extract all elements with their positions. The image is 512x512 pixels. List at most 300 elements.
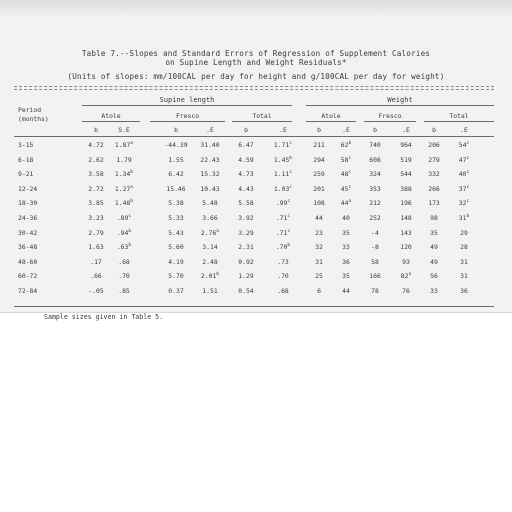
cell-value: 1.45 — [273, 155, 290, 164]
significance-marker: c — [128, 214, 132, 219]
table-cell — [115, 141, 133, 149]
cell-value: 31 — [460, 272, 468, 281]
cell-value: 6.47 — [238, 141, 254, 149]
table-cell — [460, 258, 468, 266]
cell-value: 120 — [400, 243, 412, 252]
cell-value: 201 — [313, 184, 325, 193]
cell-value: 44 — [340, 199, 349, 208]
cell-value: .70 — [275, 243, 288, 252]
column-header: .E — [279, 126, 287, 134]
table-cell — [200, 185, 219, 193]
table-cell — [400, 185, 412, 193]
cell-value: -.05 — [88, 287, 104, 295]
cell-value: 1.71 — [273, 141, 290, 149]
cell-value: 1.34 — [114, 170, 131, 179]
cell-value: 47 — [458, 155, 467, 164]
cell-value: 5.38 — [168, 199, 184, 208]
cell-value: 1.03 — [273, 184, 290, 193]
table-cell — [90, 258, 102, 266]
table-cell — [313, 185, 325, 193]
table-cell — [168, 243, 183, 251]
cell-value: 29 — [460, 228, 468, 237]
cell-value: 5.70 — [168, 272, 184, 281]
sub-rule — [424, 121, 494, 122]
cell-value: 1.11 — [273, 170, 290, 179]
table-cell — [238, 272, 253, 280]
table-cell — [369, 214, 381, 222]
table-cell — [88, 156, 103, 164]
cell-value: 4.43 — [238, 184, 254, 193]
table-cell — [342, 214, 350, 222]
significance-marker: c — [348, 155, 352, 161]
row-period: 30-42 — [18, 228, 38, 237]
table-cell — [202, 258, 217, 266]
cell-value: .63 — [116, 243, 129, 252]
cell-value: 6.42 — [168, 170, 184, 179]
cell-value: 259 — [313, 170, 325, 179]
significance-marker: b — [128, 228, 132, 234]
row-period: 72-84 — [18, 287, 38, 295]
table-cell — [342, 258, 350, 266]
table-cell — [371, 258, 379, 266]
cell-value: 6 — [317, 287, 321, 295]
cell-value: 4.73 — [238, 170, 254, 179]
page-top-shadow — [0, 0, 512, 18]
cell-value: .71 — [275, 214, 288, 222]
table-title-line1: Table 7.--Slopes and Standard Errors of Regression of Supplement Calories — [81, 49, 431, 58]
cell-value: 3.92 — [238, 214, 254, 222]
table-cell — [369, 272, 381, 280]
table-cell — [341, 185, 351, 193]
cell-value: 5.58 — [238, 199, 254, 208]
column-header: .E — [402, 126, 410, 134]
cell-value: 4.19 — [168, 257, 184, 266]
table-cell — [369, 156, 381, 164]
top-rule-2 — [14, 89, 494, 90]
cell-value: 0.92 — [238, 257, 254, 266]
table-cell — [202, 243, 217, 251]
cell-value: 37 — [458, 184, 467, 193]
table-cell — [400, 170, 412, 178]
table-cell — [202, 287, 217, 295]
table-cell — [400, 141, 412, 149]
cell-value: 324 — [369, 170, 381, 179]
significance-marker: a — [216, 228, 220, 234]
cell-value: 1.55 — [168, 155, 184, 164]
table-cell — [88, 243, 103, 251]
table-cell — [342, 229, 350, 237]
cell-value: -44.39 — [164, 141, 188, 149]
row-period: 12-24 — [18, 184, 38, 193]
column-header: b — [174, 126, 178, 134]
column-header: .E — [206, 126, 214, 134]
cell-value: 2.48 — [202, 257, 218, 266]
cell-value: 1.51 — [202, 287, 218, 295]
cell-value: 544 — [400, 170, 412, 179]
table-cell — [238, 185, 253, 193]
table-cell — [276, 243, 290, 251]
cell-value: 353 — [369, 184, 381, 193]
table-cell — [168, 287, 183, 295]
cell-value: -8 — [371, 243, 379, 252]
cell-value: 4.72 — [88, 141, 104, 149]
table-cell — [459, 141, 469, 149]
cell-value: 3.23 — [88, 214, 104, 222]
table-cell — [430, 272, 438, 280]
cell-value: 3.66 — [202, 214, 218, 222]
cell-value: 206 — [428, 141, 440, 149]
cell-value: 211 — [313, 141, 325, 149]
cell-value: 31 — [458, 214, 467, 222]
table-cell — [238, 141, 253, 149]
cell-value: 5.43 — [168, 228, 184, 237]
cell-value: 82 — [400, 272, 409, 281]
table-cell — [342, 272, 350, 280]
table-cell — [430, 229, 438, 237]
significance-marker: c — [287, 214, 291, 219]
table-cell — [341, 199, 351, 207]
row-period: 6-18 — [18, 155, 34, 164]
sub-header: Fresco — [175, 112, 200, 120]
cell-value: 2.01 — [200, 272, 217, 281]
cell-value: 44 — [315, 214, 323, 222]
significance-marker: a — [348, 199, 352, 205]
table-cell — [369, 170, 381, 178]
group-header-supine: Supine length — [159, 96, 215, 104]
table-cell — [460, 272, 468, 280]
cell-value: .68 — [118, 257, 130, 266]
table-cell — [460, 243, 468, 251]
cell-value: 2.72 — [88, 184, 104, 193]
table-cell — [459, 170, 469, 178]
table-cell — [400, 199, 412, 207]
table-cell — [369, 141, 381, 149]
bottom-rule — [14, 306, 494, 307]
cell-value: 98 — [430, 214, 438, 222]
table-cell — [313, 156, 325, 164]
cell-value: 2.31 — [238, 243, 254, 252]
cell-value: 44 — [342, 287, 350, 295]
significance-marker: c — [287, 228, 291, 234]
table-cell — [315, 214, 323, 222]
cell-value: .71 — [275, 228, 288, 237]
column-header: b — [244, 126, 248, 134]
cell-value: 143 — [400, 228, 412, 237]
significance-marker: b — [216, 272, 220, 278]
table-cell — [118, 272, 130, 280]
cell-value: 31 — [460, 257, 468, 266]
table-cell — [88, 287, 103, 295]
significance-marker: a — [130, 184, 134, 190]
table-cell — [428, 141, 440, 149]
table-cell — [313, 141, 325, 149]
table-cell — [400, 243, 412, 251]
cell-value: .89 — [116, 214, 129, 222]
table-cell — [276, 214, 290, 222]
cell-value: 35 — [430, 228, 438, 237]
cell-value: 78 — [371, 287, 379, 295]
cell-value: 28 — [460, 243, 468, 252]
table-cell — [238, 258, 253, 266]
table-cell — [238, 243, 253, 251]
cell-value: 56 — [430, 272, 438, 281]
cell-value: 76 — [402, 287, 410, 295]
table-cell — [168, 170, 183, 178]
table-cell — [168, 156, 183, 164]
cell-value: 3.14 — [202, 243, 218, 252]
column-header: .E — [460, 126, 468, 134]
table-cell — [401, 272, 411, 280]
table-cell — [459, 185, 469, 193]
significance-marker: c — [466, 141, 470, 146]
cell-value: .70 — [277, 272, 289, 281]
table-cell — [88, 170, 103, 178]
table-cell — [369, 185, 381, 193]
table-cell — [168, 272, 183, 280]
table-cell — [201, 229, 219, 237]
table-cell — [400, 214, 412, 222]
table-cell — [274, 185, 292, 193]
table-cell — [202, 199, 217, 207]
cell-value: -4 — [371, 228, 379, 237]
cell-value: 266 — [428, 184, 440, 193]
table-cell — [400, 229, 412, 237]
cell-value: 45 — [340, 184, 349, 193]
cell-value: 36 — [342, 257, 350, 266]
table-cell — [460, 287, 468, 295]
table-cell — [459, 199, 469, 207]
significance-marker: b — [289, 155, 293, 161]
cell-value: 3.29 — [238, 228, 254, 237]
table-cell — [274, 156, 292, 164]
column-header: S.E — [118, 126, 130, 134]
cell-value: 3.58 — [88, 170, 104, 179]
table-cell — [117, 214, 131, 222]
significance-marker: c — [289, 184, 293, 190]
significance-marker: c — [466, 170, 470, 176]
cell-value: 608 — [369, 155, 381, 164]
significance-marker: c — [287, 199, 291, 205]
table-cell — [428, 185, 440, 193]
column-header: b — [317, 126, 321, 134]
period-header: Period (months) — [18, 106, 49, 123]
table-cell — [238, 287, 253, 295]
sub-rule — [82, 121, 140, 122]
table-cell — [276, 199, 290, 207]
cell-value: 0.37 — [168, 287, 184, 295]
cell-value: 1.27 — [114, 184, 131, 193]
cell-value: 108 — [313, 199, 325, 208]
table-cell — [277, 272, 289, 280]
cell-value: 40 — [458, 170, 467, 179]
table-cell — [168, 199, 183, 207]
table-cell — [115, 185, 133, 193]
cell-value: 15.32 — [200, 170, 220, 179]
table-cell — [400, 156, 412, 164]
table-cell — [430, 214, 438, 222]
cell-value: 0.54 — [238, 287, 254, 295]
cell-value: .17 — [90, 257, 102, 266]
table-cell — [430, 243, 438, 251]
row-period: 60-72 — [18, 272, 38, 281]
group-header-weight: Weight — [387, 96, 413, 104]
cell-value: 2.76 — [200, 228, 217, 237]
table-cell — [274, 141, 292, 149]
column-header: .E — [342, 126, 350, 134]
cell-value: 1.63 — [88, 243, 104, 252]
table-cell — [341, 170, 351, 178]
table-cell — [88, 199, 103, 207]
table-cell — [342, 243, 350, 251]
cell-value: 173 — [428, 199, 440, 208]
significance-marker: b — [348, 141, 352, 146]
cell-value: 62 — [340, 141, 349, 149]
cell-value: 93 — [402, 257, 410, 266]
table-cell — [200, 141, 219, 149]
significance-marker: c — [466, 199, 470, 205]
table-cell — [238, 199, 253, 207]
table-cell — [238, 214, 253, 222]
top-rule — [14, 86, 494, 87]
cell-value: 332 — [428, 170, 440, 179]
table-cell — [402, 287, 410, 295]
cell-value: 23 — [315, 228, 323, 237]
sub-rule — [150, 121, 225, 122]
table-cell — [117, 243, 131, 251]
significance-marker: b — [128, 243, 132, 249]
cell-value: 10.43 — [200, 184, 220, 193]
significance-marker: c — [348, 170, 352, 176]
cell-value: 519 — [400, 155, 412, 164]
table-cell — [371, 287, 379, 295]
cell-value: 58 — [340, 155, 349, 164]
table-cell — [274, 170, 292, 178]
table-cell — [202, 214, 217, 222]
table-cell — [168, 214, 183, 222]
table-cell — [115, 170, 133, 178]
table-cell — [90, 272, 102, 280]
sub-rule — [364, 121, 416, 122]
sub-rule — [232, 121, 292, 122]
table-cell — [317, 287, 321, 295]
sub-header: Fresco — [378, 112, 402, 120]
cell-value: 4.59 — [238, 155, 254, 164]
table-cell — [371, 243, 379, 251]
row-period: 9-21 — [18, 170, 34, 179]
table-cell — [238, 156, 253, 164]
sub-header: Atole — [101, 112, 121, 120]
cell-value: 5.60 — [168, 243, 184, 252]
table-cell — [459, 214, 469, 222]
cell-value: 25 — [315, 272, 323, 281]
cell-value: 388 — [400, 184, 412, 193]
cell-value: 31 — [315, 257, 323, 266]
cell-value: 35 — [342, 228, 350, 237]
cell-value: 49 — [430, 243, 438, 252]
sub-header: Total — [252, 112, 272, 120]
cell-value: 740 — [369, 141, 381, 149]
significance-marker: b — [130, 199, 134, 205]
significance-marker: a — [130, 141, 134, 146]
row-period: 24-36 — [18, 214, 38, 222]
significance-marker: c — [466, 184, 470, 190]
cell-value: 1.29 — [238, 272, 254, 281]
cell-value: 2.79 — [88, 228, 104, 237]
table-cell — [315, 258, 323, 266]
table-cell — [238, 170, 253, 178]
row-period: 3-15 — [18, 141, 34, 149]
cell-value: 196 — [400, 199, 412, 208]
table-cell — [166, 185, 185, 193]
cell-value: 49 — [430, 257, 438, 266]
table-cell — [88, 229, 103, 237]
table-cell — [238, 229, 253, 237]
cell-value: 5.33 — [168, 214, 184, 222]
cell-value: 33 — [430, 287, 438, 295]
cell-value: 1.87 — [114, 141, 131, 149]
table-cell — [164, 141, 187, 149]
table-cell — [430, 258, 438, 266]
table-cell — [428, 156, 440, 164]
sub-header: Atole — [321, 112, 341, 120]
significance-marker: c — [466, 155, 470, 161]
cell-value: 1.48 — [114, 199, 131, 208]
table-cell — [428, 199, 440, 207]
table-cell — [115, 199, 133, 207]
cell-value: 32 — [458, 199, 467, 208]
header-rule — [14, 136, 494, 137]
cell-value: 2.62 — [88, 155, 104, 164]
table-cell — [201, 272, 219, 280]
table-cell — [341, 141, 351, 149]
table-cell — [200, 156, 219, 164]
cell-value: .68 — [277, 287, 289, 295]
table-cell — [430, 287, 438, 295]
table-cell — [402, 258, 410, 266]
cell-value: 166 — [369, 272, 381, 281]
table-cell — [118, 287, 130, 295]
footnote: Sample sizes given in Table 5. — [44, 313, 164, 321]
column-header: b — [432, 126, 436, 134]
table-cell — [277, 258, 289, 266]
cell-value: 15.46 — [166, 184, 186, 193]
cell-value: .85 — [118, 287, 130, 295]
significance-marker: c — [289, 170, 293, 176]
cell-value: 54 — [458, 141, 467, 149]
table-cell — [117, 229, 131, 237]
significance-marker: b — [130, 170, 134, 176]
table-cell — [315, 272, 323, 280]
table-cell — [460, 229, 468, 237]
table-cell — [88, 214, 103, 222]
table-cell — [341, 156, 351, 164]
cell-value: 5.48 — [202, 199, 218, 208]
table-cell — [342, 287, 350, 295]
cell-value: 1.79 — [116, 155, 132, 164]
table-cell — [315, 243, 323, 251]
table-cell — [200, 170, 219, 178]
table-cell — [277, 287, 289, 295]
significance-marker: b — [287, 243, 291, 249]
cell-value: .66 — [90, 272, 102, 281]
cell-value: 964 — [400, 141, 412, 149]
row-period: 48-60 — [18, 257, 38, 266]
table-cell — [369, 199, 381, 207]
cell-value: 58 — [371, 257, 379, 266]
cell-value: 31.40 — [200, 141, 220, 149]
sub-rule — [306, 121, 356, 122]
table-cell — [168, 258, 183, 266]
